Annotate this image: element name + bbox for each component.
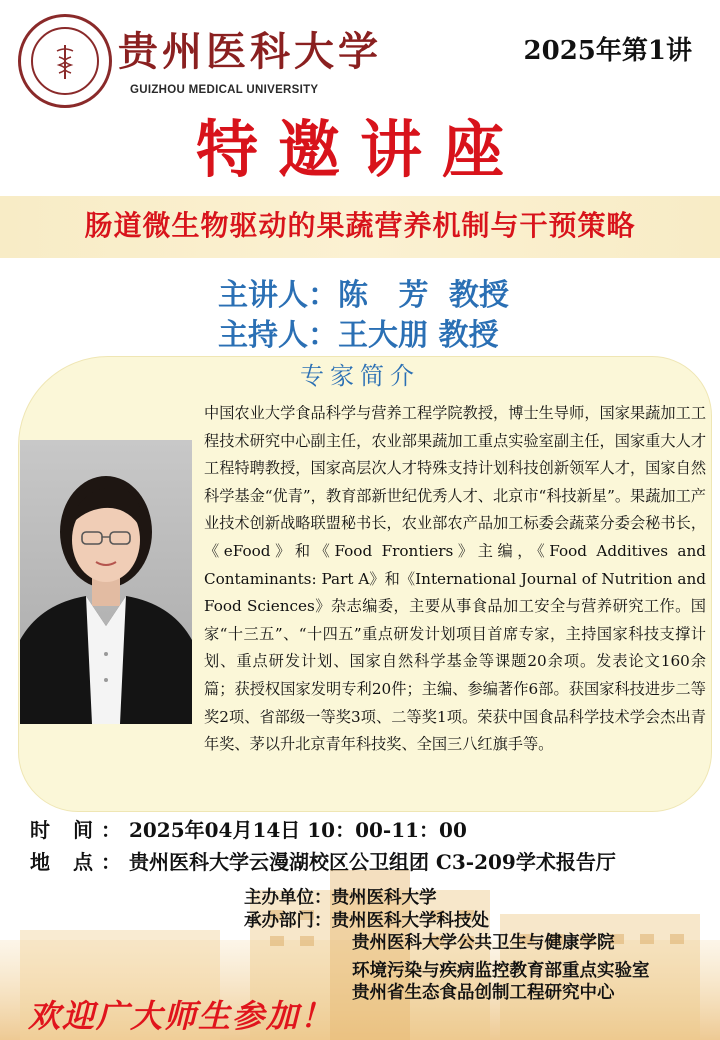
- host-label: 主持人：: [218, 318, 338, 353]
- host-rank: 教授: [438, 318, 499, 353]
- dept-item: 环境污染与疾病监控教育部重点实验室: [352, 961, 650, 981]
- university-seal-logo: [18, 14, 112, 108]
- host-unit-label: 主办单位：: [244, 888, 332, 908]
- host-name: 王大朋: [338, 318, 428, 353]
- poster-title: 特邀讲座: [195, 113, 524, 186]
- event-time-line: [30, 815, 467, 845]
- lecture-topic: 肠道微生物驱动的果蔬营养机制与干预策略: [84, 209, 636, 242]
- time-label: 时 间：: [30, 818, 129, 842]
- host-unit-line: [244, 887, 437, 909]
- speaker-rank: 教授: [448, 278, 509, 313]
- place-label: 地 点：: [30, 850, 129, 874]
- dept-item: 贵州省生态食品创制工程研究中心: [352, 983, 615, 1003]
- host-unit: 贵州医科大学: [331, 888, 437, 908]
- lecture-number: 2025年第1讲: [523, 36, 692, 66]
- university-name-cn: 贵州医科大学: [118, 28, 382, 75]
- welcome-slogan: 欢迎广大师生参加！: [28, 997, 335, 1035]
- speaker-biography: 中国农业大学食品科学与营养工程学院教授，博士生导师，国家果蔬加工工程技术研究中心副主任，农业部果蔬加工重点实验室副主任，国家重大人才工程特聘教授，国家高层次人才特殊支持计划科技创新领军人才，国家自然科学基金“优青”，教育部新世纪优秀人才、北京市“科技新星”。果蔬加工产业技术创新战略联盟秘书长，农业部农产品加工标委会蔬菜分委会秘书长，《eFood》和《Food Frontiers》主编，《Food Additives and Contaminants: Part A》和《International Journal of Nutrition and Food Sciences》杂志编委，主要从事食品加工安全与营养研究工作。国家“十三五”、“十四五”重点研发计划项目首席专家，主持国家科技支撑计划、重点研发计划、国家自然科学基金等课题20余项。发表论文160余篇；获授权国家发明专利20件；主编、参编著作6部。获国家科技进步二等奖2项、省部级一等奖3项、二等奖1项。荣获中国食品科学技术学会杰出青年奖、茅以升北京青年科技奖、全国三八红旗手等。: [204, 404, 706, 754]
- speaker-portrait-image: [20, 440, 192, 724]
- university-name-en: GUIZHOU MEDICAL UNIVERSITY: [130, 84, 319, 96]
- event-time: 2025年04月14日 10：00-11：00: [128, 818, 467, 842]
- dept-label: 承办部门：: [244, 911, 332, 931]
- speaker-photo: [20, 440, 192, 724]
- dept-line: [244, 910, 489, 932]
- speaker-line: [218, 276, 509, 316]
- dept-item: 贵州医科大学科技处: [331, 911, 489, 931]
- profile-heading: 专家简介: [300, 362, 420, 390]
- host-line: [218, 316, 498, 356]
- speaker-name: 陈 芳: [338, 278, 439, 313]
- event-place: 贵州医科大学云漫湖校区公卫组团 C3-209学术报告厅: [128, 850, 616, 874]
- dept-item: 贵州医科大学公共卫生与健康学院: [352, 933, 615, 953]
- speaker-label: 主讲人：: [218, 278, 338, 313]
- medical-emblem-icon: [51, 43, 79, 81]
